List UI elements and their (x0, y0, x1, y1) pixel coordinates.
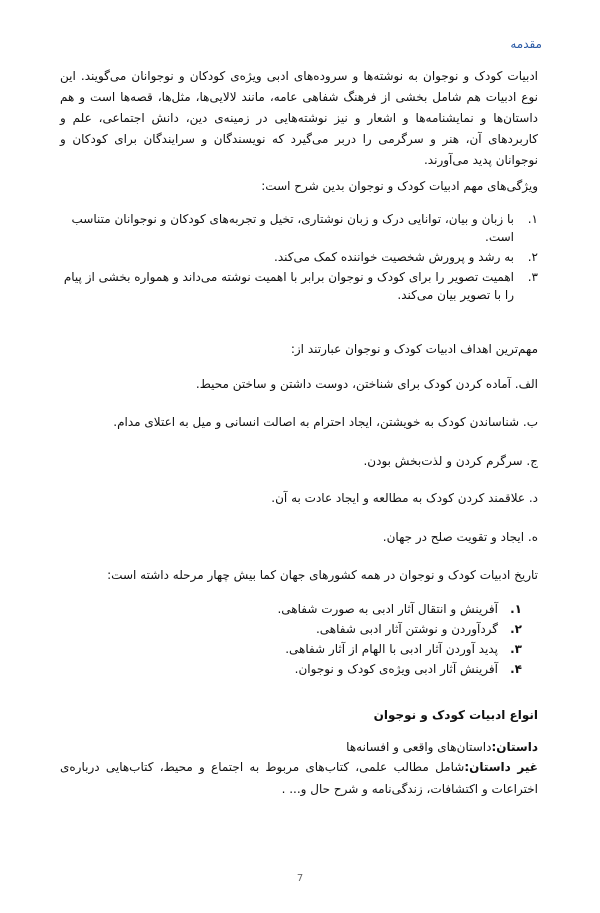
history-list (62, 600, 522, 680)
features-title: ویژگی‌های مهم ادبیات کودک و نوجوان بدین شرح است: (261, 179, 538, 193)
intro-paragraph: ادبیات کودک و نوجوان به نوشته‌ها و سروده‌های ادبی ویژه‌ی کودکان و نوجوانان می‌گویند. این نوع ادبیات هم شامل بخشی از فرهنگ شفاهی عامه، مانند لالایی‌ها، مثل‌ها، قصه‌ها است و هم داستان‌ها و نمایشنامه‌ها و اشعار و نیز نوشته‌هایی در زمینه‌ی دین، دانش اجتماعی، علم و کاربردهای آن، هنر و سرگرمی را دربر می‌گیرد که نویسندگان و سرایندگان برای کودکان و نوجوانان پدید می‌آورند. (60, 69, 538, 167)
list-item: ۴. آفرینش آثار ادبی ویژه‌ی کودک و نوجوان. (294, 662, 522, 676)
types-title: انواع ادبیات کودک و نوجوان (373, 708, 538, 722)
fiction-text: داستان‌های واقعی و افسانه‌ها (346, 740, 492, 754)
fiction-definition (60, 738, 538, 756)
list-item: ۳. پدید آوردن آثار ادبی با الهام از آثار شفاهی. (285, 642, 522, 656)
list-item: ۱. آفرینش و انتقال آثار ادبی به صورت شفاهی. (277, 602, 522, 616)
list-item: ۲. گردآوردن و نوشتن آثار ادبی شفاهی. (315, 622, 522, 636)
history-title: تاریخ ادبیات کودک و نوجوان در همه کشورهای جهان کما بیش چهار مرحله داشته است: (107, 568, 538, 582)
list-item: ۲. به رشد و پرورش شخصیت خواننده کمک می‌کند. (274, 250, 538, 264)
goal-item: الف. آماده کردن کودک برای شناختن، دوست داشتن و ساختن محیط. (195, 377, 538, 391)
nonfiction-label: غیر داستان: (464, 760, 538, 774)
features-list (60, 210, 538, 306)
goal-item: ج. سرگرم کردن و لذت‌بخش بودن. (363, 454, 538, 468)
list-item: ۳. اهمیت تصویر را برای کودک و نوجوان برابر با اهمیت نوشته می‌داند و همواره بخشی از پیام را با تصویر بیان می‌کند. (63, 270, 538, 302)
list-item: ۱. با زبان و بیان، توانایی درک و زبان نوشتاری، تخیل و تجربه‌های کودکان و نوجوانان متناسب است. (71, 212, 538, 244)
goal-item: ب. شناساندن کودک به خویشتن، ایجاد احترام به اصالت انسانی و میل به اعتلای مدام. (113, 415, 538, 429)
fiction-label: داستان: (491, 740, 538, 754)
goal-item: د. علاقمند کردن کودک به مطالعه و ایجاد عادت به آن. (271, 491, 538, 505)
page-heading: مقدمه (510, 37, 542, 51)
goals-title: مهم‌ترین اهداف ادبیات کودک و نوجوان عبارتند از: (290, 342, 538, 356)
nonfiction-definition (60, 756, 538, 800)
page-number: 7 (296, 873, 304, 884)
goal-item: ه. ایجاد و تقویت صلح در جهان. (382, 530, 538, 544)
nonfiction-text: شامل مطالب علمی، کتاب‌های مربوط به اجتماع و محیط، کتاب‌هایی درباره‌ی اختراعات و اکتشافات، زندگی‌نامه و شرح حال و... . (60, 760, 538, 796)
